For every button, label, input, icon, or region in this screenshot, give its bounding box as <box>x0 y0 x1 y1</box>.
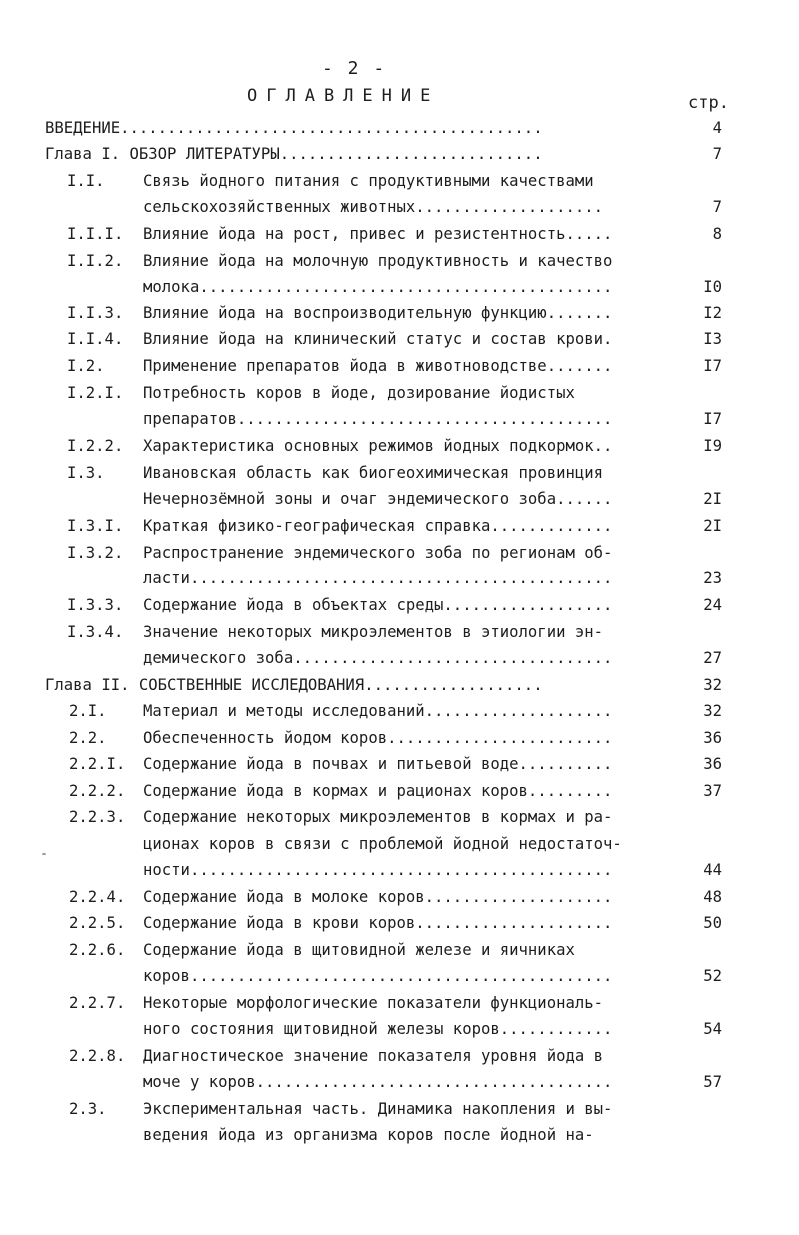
toc-entry-text: Содержание йода в молоке коров.................... <box>143 888 613 906</box>
toc-entry-text: Глава II. СОБСТВЕННЫЕ ИССЛЕДОВАНИЯ................... <box>45 676 543 694</box>
toc-entry-page: 37 <box>703 782 722 800</box>
toc-entry <box>0 804 799 830</box>
toc-entry-page: 57 <box>703 1073 722 1091</box>
toc-entry-text: Влияние йода на рост, привес и резистентность..... <box>143 225 613 243</box>
toc-entry <box>0 831 799 857</box>
scan-speck <box>42 853 46 855</box>
toc-entry <box>0 274 799 300</box>
toc-entry-page: 50 <box>703 914 722 932</box>
toc-entry-page: I0 <box>703 278 722 296</box>
page-number: - 2 - <box>322 58 387 79</box>
toc-entry <box>0 194 799 220</box>
toc-entry <box>0 248 799 274</box>
page-column-label: стр. <box>688 93 729 113</box>
toc-entry-text: Некоторые морфологические показатели функциональ- <box>143 994 604 1012</box>
toc-entry-page: I3 <box>703 330 722 348</box>
toc-entry <box>0 380 799 406</box>
toc-entry-text: демического зоба.................................. <box>143 649 613 667</box>
toc-entry-number: I.I.3. <box>67 304 124 322</box>
toc-entry-page: 7 <box>712 145 722 163</box>
toc-entry-number: 2.3. <box>69 1100 107 1118</box>
toc-entry-number: 2.2.5. <box>69 914 126 932</box>
toc-entry <box>0 1016 799 1042</box>
toc-entry-page: 32 <box>703 702 722 720</box>
toc-entry-page: 23 <box>703 569 722 587</box>
toc-entry-text: ности............................................. <box>143 861 613 879</box>
toc-entry <box>0 326 799 352</box>
toc-entry <box>0 857 799 883</box>
toc-entry <box>0 884 799 910</box>
toc-entry-text: Содержание йода в щитовидной железе и яичниках <box>143 941 575 959</box>
toc-entry <box>0 486 799 512</box>
toc-entry-number: 2.2.2. <box>69 782 126 800</box>
toc-entry-number: I.3.2. <box>67 544 124 562</box>
toc-entry-text: Распространение эндемического зоба по регионам об- <box>143 544 613 562</box>
toc-entry-page: 48 <box>703 888 722 906</box>
toc-entry-text: Содержание йода в крови коров..................... <box>143 914 613 932</box>
toc-entry-text: Значение некоторых микроэлементов в этиологии эн- <box>143 623 604 641</box>
toc-entry-text: Влияние йода на молочную продуктивность и качество <box>143 252 613 270</box>
toc-entry-number: 2.2.7. <box>69 994 126 1012</box>
toc-entry <box>0 115 799 141</box>
toc-entry <box>0 751 799 777</box>
toc-entry-number: 2.2. <box>69 729 107 747</box>
toc-entry-page: 2I <box>703 517 722 535</box>
toc-entry-page: 52 <box>703 967 722 985</box>
toc-entry-text: Потребность коров в йоде, дозирование йодистых <box>143 384 575 402</box>
toc-entry-number: 2.2.4. <box>69 888 126 906</box>
toc-entry-text: Характеристика основных режимов йодных подкормок.. <box>143 437 613 455</box>
toc-entry <box>0 1122 799 1148</box>
toc-entry-text: Ивановская область как биогеохимическая провинция <box>143 464 604 482</box>
toc-entry-text: Диагностическое значение показателя уровня йода в <box>143 1047 604 1065</box>
toc-entry <box>0 540 799 566</box>
toc-entry <box>0 778 799 804</box>
toc-entry-number: I.I.I. <box>67 225 124 243</box>
toc-entry-text: Содержание йода в объектах среды.................. <box>143 596 613 614</box>
toc-entry-text: Содержание йода в кормах и рационах коров......... <box>143 782 613 800</box>
toc-entry-text: Влияние йода на воспроизводительную функцию....... <box>143 304 613 322</box>
toc-entry <box>0 565 799 591</box>
toc-entry-page: 4 <box>712 119 722 137</box>
toc-entry <box>0 460 799 486</box>
toc-entry-text: Обеспеченность йодом коров........................ <box>143 729 613 747</box>
toc-entry-text: Содержание йода в почвах и питьевой воде.......... <box>143 755 613 773</box>
toc-entry <box>0 1043 799 1069</box>
toc-entry <box>0 619 799 645</box>
toc-entry <box>0 1096 799 1122</box>
toc-entry-number: I.I. <box>67 172 105 190</box>
toc-entry <box>0 725 799 751</box>
toc-entry-number: 2.2.8. <box>69 1047 126 1065</box>
toc-entry <box>0 168 799 194</box>
toc-entry-text: Нечернозёмной зоны и очаг эндемического зоба...... <box>143 490 613 508</box>
toc-entry-number: I.2.2. <box>67 437 124 455</box>
toc-entry-text: Применение препаратов йода в животноводстве....... <box>143 357 613 375</box>
toc-entry <box>0 1069 799 1095</box>
toc-entry <box>0 672 799 698</box>
toc-entry <box>0 910 799 936</box>
toc-entry <box>0 300 799 326</box>
toc-entry-page: I7 <box>703 410 722 428</box>
toc-entry-number: 2.2.I. <box>69 755 126 773</box>
toc-entry <box>0 645 799 671</box>
toc-entry-number: 2.2.6. <box>69 941 126 959</box>
toc-entry-text: коров............................................. <box>143 967 613 985</box>
toc-entry-page: 36 <box>703 729 722 747</box>
toc-entry-page: 32 <box>703 676 722 694</box>
toc-entry-page: 8 <box>712 225 722 243</box>
toc-entry-text: ласти............................................. <box>143 569 613 587</box>
toc-entry-text: Материал и методы исследований.................... <box>143 702 613 720</box>
toc-entry-text: Связь йодного питания с продуктивными качествами <box>143 172 594 190</box>
toc-entry-page: 36 <box>703 755 722 773</box>
toc-entry-page: 7 <box>712 198 722 216</box>
toc-entry <box>0 221 799 247</box>
toc-entry-text: ведения йода из организма коров после йодной на- <box>143 1126 594 1144</box>
toc-entry-page: I2 <box>703 304 722 322</box>
toc-entry <box>0 990 799 1016</box>
toc-entry-text: Краткая физико-географическая справка............. <box>143 517 613 535</box>
toc-entry-text: ного состояния щитовидной железы коров............ <box>143 1020 613 1038</box>
toc-entry-page: 44 <box>703 861 722 879</box>
toc-entry <box>0 698 799 724</box>
toc-entry-text: Влияние йода на клинический статус и состав крови. <box>143 330 613 348</box>
toc-entry-page: 54 <box>703 1020 722 1038</box>
toc-entry-number: I.3.I. <box>67 517 124 535</box>
toc-entry-number: I.3.4. <box>67 623 124 641</box>
toc-entry <box>0 433 799 459</box>
toc-entry-number: I.2. <box>67 357 105 375</box>
toc-entry-number: I.3. <box>67 464 105 482</box>
toc-entry-text: Содержание некоторых микроэлементов в кормах и ра- <box>143 808 613 826</box>
toc-entry-text: Глава I. ОБЗОР ЛИТЕРАТУРЫ............................ <box>45 145 543 163</box>
toc-entry-text: препаратов........................................ <box>143 410 613 428</box>
toc-entry-number: 2.2.3. <box>69 808 126 826</box>
toc-entry <box>0 513 799 539</box>
toc-entry-page: I9 <box>703 437 722 455</box>
toc-entry-page: 27 <box>703 649 722 667</box>
toc-heading: ОГЛАВЛЕНИЕ <box>247 86 440 106</box>
toc-entry-page: 2I <box>703 490 722 508</box>
toc-entry-text: сельскохозяйственных животных.................... <box>143 198 604 216</box>
toc-entry <box>0 937 799 963</box>
toc-entry-text: ВВЕДЕНИЕ............................................. <box>45 119 543 137</box>
toc-entry-number: I.I.4. <box>67 330 124 348</box>
toc-entry <box>0 963 799 989</box>
toc-entry-text: молока............................................ <box>143 278 613 296</box>
toc-entry-number: 2.I. <box>69 702 107 720</box>
toc-entry-text: моче у коров...................................... <box>143 1073 613 1091</box>
toc-entry <box>0 592 799 618</box>
toc-entry <box>0 406 799 432</box>
toc-entry-text: ционах коров в связи с проблемой йодной недостаточ- <box>143 835 622 853</box>
toc-entry-number: I.I.2. <box>67 252 124 270</box>
toc-entry-page: 24 <box>703 596 722 614</box>
toc-entry-number: I.2.I. <box>67 384 124 402</box>
toc-entry-number: I.3.3. <box>67 596 124 614</box>
toc-entry <box>0 353 799 379</box>
toc-entry-text: Экспериментальная часть. Динамика накопления и вы- <box>143 1100 613 1118</box>
toc-entry <box>0 141 799 167</box>
toc-entry-page: I7 <box>703 357 722 375</box>
